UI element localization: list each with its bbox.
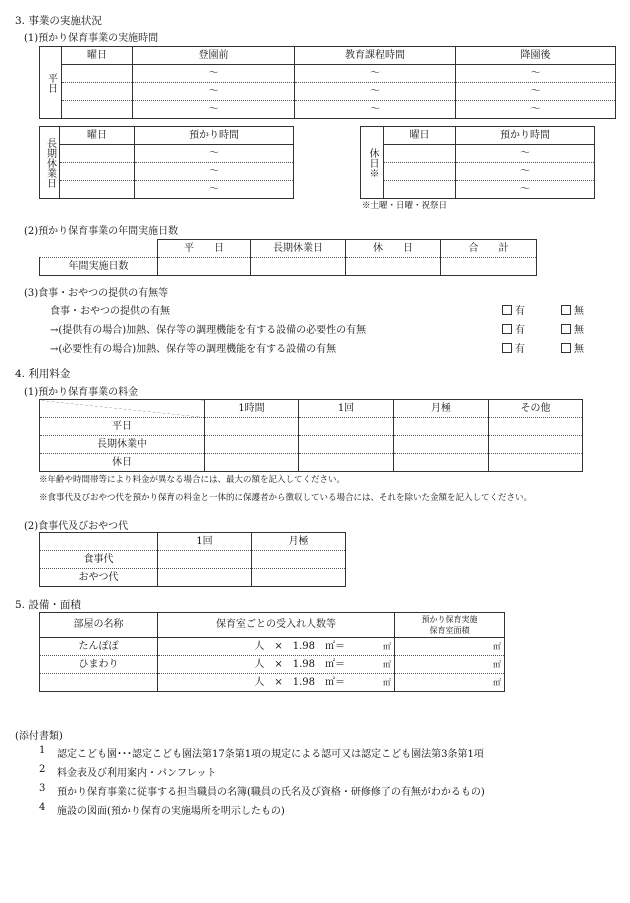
checkbox-icon [561, 324, 571, 334]
fee-input[interactable] [252, 569, 346, 587]
time-cell[interactable]: ～ [295, 83, 456, 101]
no-checkbox[interactable] [561, 302, 584, 317]
holiday-hours-table [360, 126, 595, 199]
col-header: 長期休業日 [251, 240, 346, 258]
fee-input[interactable] [489, 418, 583, 436]
col-header: 1回 [299, 400, 394, 418]
area-cell[interactable]: ㎡ [395, 656, 505, 674]
col-header: 登園前 [133, 47, 295, 65]
room-name[interactable] [40, 674, 158, 692]
area-cell[interactable]: ㎡ [395, 638, 505, 656]
time-cell[interactable]: ～ [135, 145, 294, 163]
fee-input[interactable] [205, 436, 299, 454]
row-label: 食事代 [40, 551, 158, 569]
yes-label: 有 [515, 344, 525, 355]
col-header: 教育課程時間 [295, 47, 456, 65]
fee-input[interactable] [252, 551, 346, 569]
time-cell[interactable]: ～ [456, 101, 616, 119]
col-header: 曜日 [384, 127, 456, 145]
unit-label: ㎡ [383, 660, 391, 669]
time-cell[interactable]: ～ [456, 181, 595, 199]
day-cell[interactable] [384, 145, 456, 163]
time-cell[interactable]: ～ [135, 181, 294, 199]
section-3-1-title: (1)預かり保育事業の実施時間 [24, 33, 159, 44]
fee-input[interactable] [158, 569, 252, 587]
no-label: 無 [574, 306, 584, 317]
fee-note-1: ※年齢や時間帯等により料金が異なる場合には、最大の額を記入してください。 [39, 475, 346, 485]
attachment-item: 施設の図面(預かり保育の実施場所を明示したもの) [57, 806, 285, 817]
fee-input[interactable] [394, 436, 489, 454]
no-checkbox[interactable] [561, 321, 584, 336]
time-cell[interactable]: ～ [456, 65, 616, 83]
attachment-item: 預かり保育事業に従事する担当職員の名簿(職員の氏名及び資格・研修修了の有無がわかるもの) [57, 787, 485, 798]
yes-label: 有 [515, 325, 525, 336]
unit-label: ㎡ [383, 642, 391, 651]
col-header: 保育室ごとの受入れ人数等 [158, 613, 395, 638]
holiday-note: ※土曜・日曜・祝祭日 [362, 201, 448, 211]
fee-input[interactable] [394, 454, 489, 472]
fee-input[interactable] [489, 436, 583, 454]
fee-input[interactable] [489, 454, 583, 472]
col-header: 月極 [252, 533, 346, 551]
area-header-line1: 預かり保育実施 [421, 615, 478, 624]
attachment-item: 認定こども園･･･認定こども園法第17条第1項の規定による認可又は認定こども園法第3条第1項 [57, 749, 484, 760]
long-holiday-hours-table [39, 126, 294, 199]
time-cell[interactable]: ～ [135, 163, 294, 181]
time-cell[interactable]: ～ [133, 101, 295, 119]
day-cell[interactable] [62, 65, 133, 83]
day-cell[interactable] [60, 181, 135, 199]
fee-input[interactable] [205, 418, 299, 436]
attachment-number: 2 [39, 764, 46, 775]
attachments-title: (添付書類) [15, 731, 63, 742]
diagonal-corner [40, 400, 205, 418]
fee-input[interactable] [205, 454, 299, 472]
col-header: 部屋の名称 [40, 613, 158, 638]
checkbox-icon [561, 305, 571, 315]
meal-question-3: →(必要性有の場合)加熱、保存等の調理機能を有する設備の有無 [50, 344, 337, 355]
capacity-formula: 人 × 1.98 ㎡＝ [254, 677, 345, 688]
row-label: 平日 [40, 418, 205, 436]
facility-table [39, 612, 505, 692]
time-cell[interactable]: ～ [456, 163, 595, 181]
no-label: 無 [574, 325, 584, 336]
days-input[interactable] [441, 258, 537, 276]
checkbox-icon [561, 343, 571, 353]
holiday-label: 休日※ [361, 127, 384, 199]
day-cell[interactable] [62, 83, 133, 101]
capacity-cell[interactable] [158, 674, 395, 692]
capacity-formula: 人 × 1.98 ㎡＝ [254, 659, 345, 670]
days-input[interactable] [346, 258, 441, 276]
col-header: 平 日 [158, 240, 251, 258]
row-label: 休日 [40, 454, 205, 472]
room-name[interactable]: ひまわり [40, 656, 158, 674]
col-header-area [395, 613, 505, 638]
long-holiday-label: 長期休業日 [40, 127, 60, 199]
yes-checkbox[interactable] [502, 302, 525, 317]
time-cell[interactable]: ～ [456, 83, 616, 101]
fee-input[interactable] [299, 418, 394, 436]
blank-corner [40, 240, 158, 258]
time-cell[interactable]: ～ [295, 101, 456, 119]
attachment-number: 3 [39, 783, 46, 794]
attachment-item: 料金表及び利用案内・パンフレット [57, 768, 217, 779]
checkbox-icon [502, 343, 512, 353]
col-header: 1時間 [205, 400, 299, 418]
day-cell[interactable] [384, 181, 456, 199]
days-input[interactable] [251, 258, 346, 276]
col-header: 合 計 [441, 240, 537, 258]
room-name[interactable]: たんぽぽ [40, 638, 158, 656]
col-header: 休 日 [346, 240, 441, 258]
fee-input[interactable] [299, 436, 394, 454]
fee-input[interactable] [394, 418, 489, 436]
col-header: 月極 [394, 400, 489, 418]
section-3-2-title: (2)預かり保育事業の年間実施日数 [24, 226, 179, 237]
meal-fee-table [39, 532, 346, 587]
col-header: 1回 [158, 533, 252, 551]
days-input[interactable] [158, 258, 251, 276]
section-4-1-title: (1)預かり保育事業の料金 [24, 387, 139, 398]
attachment-number: 4 [39, 802, 46, 813]
checkbox-icon [502, 324, 512, 334]
col-header: 曜日 [62, 47, 133, 65]
col-header: その他 [489, 400, 583, 418]
time-cell[interactable]: ～ [133, 83, 295, 101]
day-cell[interactable] [384, 163, 456, 181]
day-cell[interactable] [62, 101, 133, 119]
yes-checkbox[interactable] [502, 321, 525, 336]
row-label: 長期休業中 [40, 436, 205, 454]
section-3-title: 3. 事業の実施状況 [15, 15, 102, 27]
checkbox-icon [502, 305, 512, 315]
col-header: 曜日 [60, 127, 135, 145]
no-checkbox[interactable] [561, 340, 584, 355]
weekday-hours-table [39, 46, 616, 119]
blank-corner [40, 533, 158, 551]
capacity-formula: 人 × 1.98 ㎡＝ [254, 641, 345, 652]
fee-table [39, 399, 583, 472]
section-4-title: 4. 利用料金 [15, 368, 71, 380]
time-cell[interactable]: ～ [456, 145, 595, 163]
no-label: 無 [574, 344, 584, 355]
col-header: 預かり時間 [456, 127, 595, 145]
unit-label: ㎡ [383, 678, 391, 687]
col-header: 降園後 [456, 47, 616, 65]
fee-input[interactable] [299, 454, 394, 472]
row-label: 年間実施日数 [40, 258, 158, 276]
yes-label: 有 [515, 306, 525, 317]
area-header-line2: 保育室面積 [429, 626, 470, 635]
area-cell[interactable]: ㎡ [395, 674, 505, 692]
meal-question-1: 食事・おやつの提供の有無 [50, 306, 170, 317]
meal-question-2: →(提供有の場合)加熱、保存等の調理機能を有する設備の必要性の有無 [50, 325, 367, 336]
capacity-cell[interactable] [158, 656, 395, 674]
yes-checkbox[interactable] [502, 340, 525, 355]
fee-input[interactable] [158, 551, 252, 569]
day-cell[interactable] [60, 163, 135, 181]
attachment-number: 1 [39, 745, 46, 756]
capacity-cell[interactable] [158, 638, 395, 656]
time-cell[interactable]: ～ [133, 65, 295, 83]
col-header: 預かり時間 [135, 127, 294, 145]
section-4-2-title: (2)食事代及びおやつ代 [24, 521, 129, 532]
fee-note-2: ※食事代及びおやつ代を預かり保育の料金と一体的に保護者から徴収している場合には、それを除いた金額を記入してください。 [39, 493, 533, 503]
annual-days-table [39, 239, 537, 276]
weekday-label: 平日 [40, 47, 62, 119]
row-label: おやつ代 [40, 569, 158, 587]
day-cell[interactable] [60, 145, 135, 163]
section-5-title: 5. 設備・面積 [15, 599, 81, 611]
time-cell[interactable]: ～ [295, 65, 456, 83]
section-3-3-title: (3)食事・おやつの提供の有無等 [24, 288, 169, 299]
